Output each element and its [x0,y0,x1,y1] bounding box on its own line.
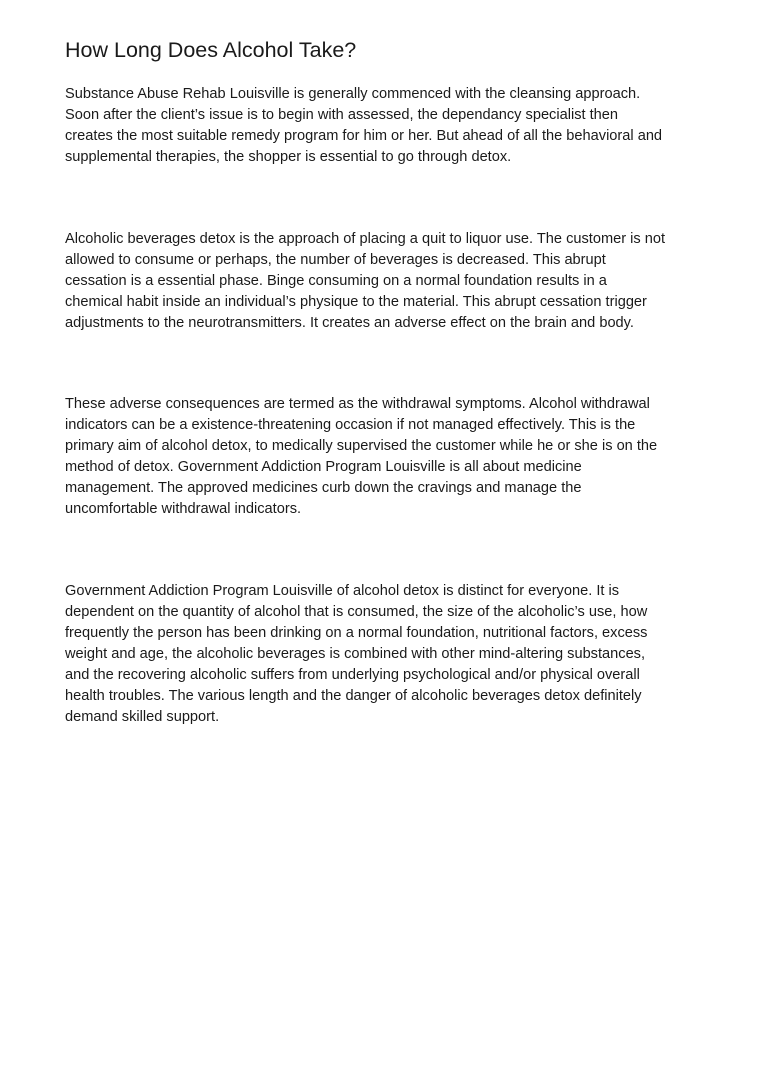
paragraph-line: demand skilled support. [65,709,220,725]
paragraph-line: Soon after the client’s issue is to begin with assessed, the dependancy specialist then [65,107,619,123]
paragraph-line: allowed to consume or perhaps, the number of beverages is decreased. This abrupt [65,252,606,268]
paragraph-line: Substance Abuse Rehab Louisville is generally commenced with the cleansing approach. [65,86,641,102]
page-title: How Long Does Alcohol Take? [65,38,357,62]
paragraph-4 [65,581,647,728]
paragraph-line: adjustments to the neurotransmitters. It creates an adverse effect on the brain and body. [65,315,634,331]
paragraph-line: management. The approved medicines curb down the cravings and manage the [65,480,582,496]
paragraph-line: Alcoholic beverages detox is the approach of placing a quit to liquor use. The customer is not [65,231,666,247]
paragraph-line: primary aim of alcohol detox, to medically supervised the customer while he or she is on the [65,438,658,454]
paragraph-line: These adverse consequences are termed as the withdrawal symptoms. Alcohol withdrawal [65,396,650,412]
paragraph-line: supplemental therapies, the shopper is essential to go through detox. [65,149,512,165]
paragraph-line: weight and age, the alcoholic beverages is combined with other mind-altering substances, [65,646,646,662]
paragraph-line: dependent on the quantity of alcohol that is consumed, the size of the alcoholic’s use, how [65,604,648,620]
paragraph-line: indicators can be a existence-threatening occasion if not managed effectively. This is the [65,417,636,433]
paragraph-line: uncomfortable withdrawal indicators. [65,501,302,517]
paragraph-1 [65,84,662,168]
paragraph-line: cessation is a essential phase. Binge consuming on a normal foundation results in a [65,273,607,289]
paragraph-3 [65,394,657,520]
paragraph-line: chemical habit inside an individual’s physique to the material. This abrupt cessation trigger [65,294,647,310]
paragraph-line: Government Addiction Program Louisville of alcohol detox is distinct for everyone. It is [65,583,620,599]
paragraph-line: health troubles. The various length and the danger of alcoholic beverages detox definitely [65,688,642,704]
paragraph-line: and the recovering alcoholic suffers from underlying psychological and/or physical overall [65,667,640,683]
paragraph-line: creates the most suitable remedy program for him or her. But ahead of all the behavioral and [65,128,663,144]
paragraph-2 [65,229,665,334]
paragraph-line: frequently the person has been drinking on a normal foundation, nutritional factors, excess [65,625,648,641]
paragraph-line: method of detox. Government Addiction Program Louisville is all about medicine [65,459,582,475]
